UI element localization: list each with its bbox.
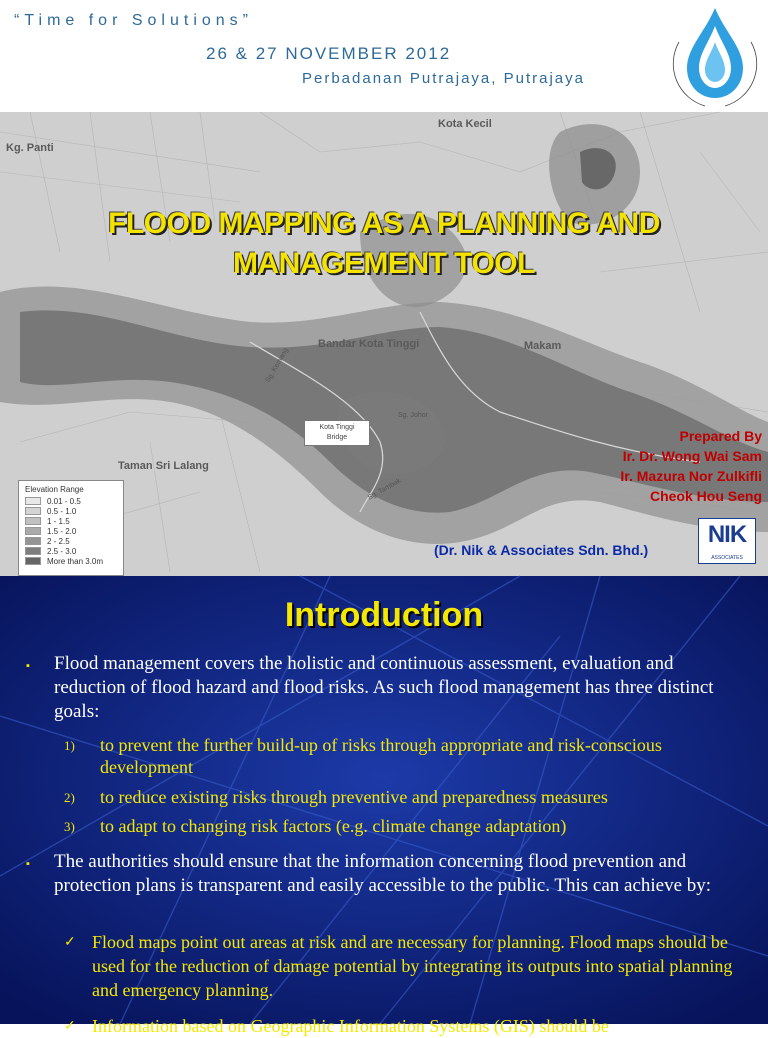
bullet-marker: ▪ [26,858,30,870]
check-item: Information based on Geographic Information Systems (GIS) should be [92,1016,609,1036]
goal-item: to prevent the further build-up of risks through appropriate and risk-conscious development [100,735,662,777]
conference-venue: Perbadanan Putrajaya, Putrajaya [302,70,585,87]
author-name: Ir. Dr. Wong Wai Sam [622,448,762,464]
legend-row [25,546,117,556]
legend-label: 2.5 - 3.0 [47,546,77,556]
title-line-2: MANAGEMENT TOOL [233,247,535,280]
legend-title: Elevation Range [25,485,84,494]
map-label-sg-johor: Sg. Johor [398,412,428,419]
legend-swatch [25,497,41,505]
legend-row [25,536,117,546]
elevation-legend [18,480,124,576]
legend-row [25,506,117,516]
intro-paragraph: Flood management covers the holistic and continuous assessment, evaluation and reduction of flood hazard and flood risks. As such flood management has three distinct goals: [54,653,714,722]
slide-body [0,576,768,1036]
goal-item: to adapt to changing risk factors (e.g. climate change adaptation) [100,816,567,836]
water-forum-logo [665,2,765,110]
legend-row [25,526,117,536]
map-label-bandar: Bandar Kota Tinggi [318,338,420,350]
goal-item: to reduce existing risks through preventive and preparedness measures [100,787,608,807]
legend-swatch [25,547,41,555]
bridge-label-2: Bridge [326,434,348,441]
map-label-makam: Makam [524,340,562,352]
legend-label: More than 3.0m [47,556,104,566]
author-name: Cheok Hou Seng [649,488,762,504]
flood-map-background [0,112,768,576]
check-item: Flood maps point out areas at risk and are necessary for planning. Flood maps should be used for the reduction of damage potential by integrating its outputs into spatial planning and emergency planning. [92,932,733,1000]
legend-label: 0.5 - 1.0 [47,506,77,516]
bullet-marker: ▪ [26,660,30,672]
legend-swatch [25,527,41,535]
legend-label: 1 - 1.5 [47,516,70,526]
map-label-sg-tambak: Sg. Tambak [366,477,403,502]
goal-number: 2) [64,790,75,805]
legend-row [25,496,117,506]
map-label-kota-kecil: Kota Kecil [438,118,492,130]
slide-heading: Introduction [284,596,484,634]
legend-swatch [25,537,41,545]
bridge-label-1: Kota Tinggi [319,424,355,431]
author-credits [620,426,762,506]
nik-logo-text: NIK [707,521,747,548]
map-label-kg-panti: Kg. Panti [6,142,54,154]
company-name: (Dr. Nik & Associates Sdn. Bhd.) [434,542,649,558]
authorities-paragraph: The authorities should ensure that the information concerning flood prevention and protection plans is transparent and easily accessible to the public. This can achieve by: [54,851,712,896]
prepared-by-label: Prepared By [679,428,762,444]
author-name: Ir. Mazura Nor Zulkifli [620,468,762,484]
map-label-taman: Taman Sri Lalang [118,460,209,472]
map-label-sg-kemang: Sg. Kemang [264,347,290,384]
nik-associates-logo [698,518,756,564]
legend-row [25,556,117,566]
legend-swatch [25,517,41,525]
bridge-callout [304,420,370,446]
legend-label: 0.01 - 0.5 [47,496,81,506]
slide-introduction [0,576,768,1036]
legend-swatch [25,507,41,515]
legend-swatch [25,557,41,565]
title-line-1: FLOOD MAPPING AS A PLANNING AND [108,207,660,240]
presentation-title [0,204,768,284]
check-icon: ✓ [64,1019,76,1034]
legend-label: 1.5 - 2.0 [47,526,77,536]
goal-number: 3) [64,819,75,834]
check-icon: ✓ [64,935,76,950]
conference-header [0,0,768,112]
legend-row [25,516,117,526]
legend-label: 2 - 2.5 [47,536,70,546]
nik-logo-subtext: ASSOCIATES [711,555,743,561]
conference-date: 26 & 27 NOVEMBER 2012 [206,44,452,63]
goal-number: 1) [64,738,75,753]
conference-tagline: “Time for Solutions” [14,12,253,29]
